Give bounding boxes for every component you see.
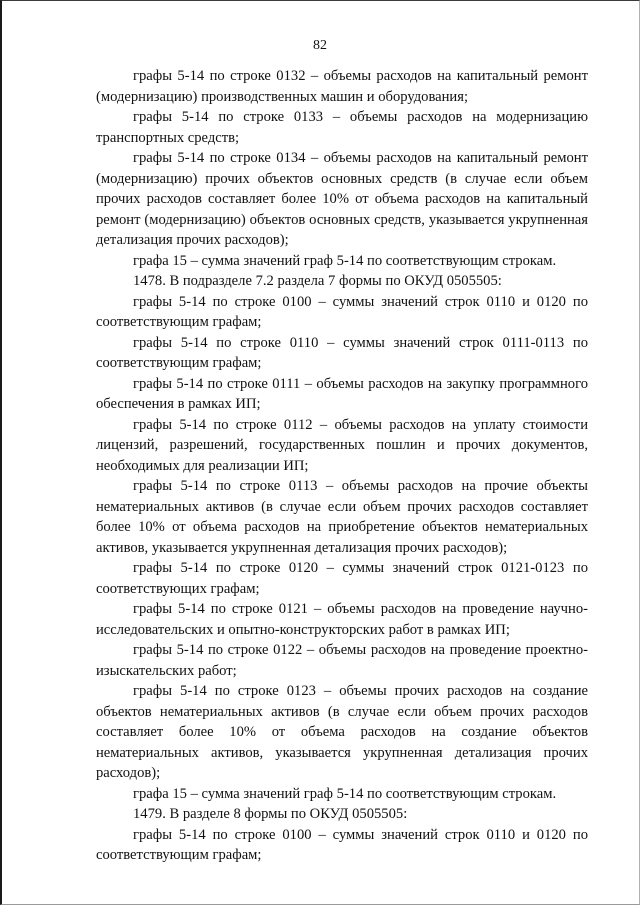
paragraph: графы 5-14 по строке 0132 – объемы расходов на капитальный ремонт (модернизацию) производственных машин и оборудования; — [96, 68, 588, 105]
paragraph: графы 5-14 по строке 0110 – суммы значений строк 0111-0113 по соответствующим графам; — [96, 334, 588, 371]
paragraph: графы 5-14 по строке 0112 – объемы расходов на уплату стоимости лицензий, разрешений, государственных пошлин и прочих документов, необходимых для реализации ИП; — [96, 416, 588, 474]
paragraph: графы 5-14 по строке 0121 – объемы расходов на проведение научно-исследовательских и опытно-конструкторских работ в рамках ИП; — [96, 601, 588, 638]
paragraph: графы 5-14 по строке 0111 – объемы расходов на закупку программного обеспечения в рамках ИП; — [96, 375, 588, 412]
paragraph: графы 5-14 по строке 0134 – объемы расходов на капитальный ремонт (модернизацию) прочих объектов основных средств (в случае если объем прочих расходов составляет более 10% от объема расходов на капитальный ремонт (модернизацию) объектов основных средств, указывается укрупненная детализация прочих расходов); — [96, 150, 588, 248]
page-number: 82 — [313, 38, 327, 53]
paragraph: графы 5-14 по строке 0100 – суммы значений строк 0110 и 0120 по соответствующим графам; — [96, 293, 588, 330]
paragraph: графа 15 – сумма значений граф 5-14 по соответствующим строкам. — [133, 252, 557, 269]
paragraph: графы 5-14 по строке 0100 – суммы значений строк 0110 и 0120 по соответствующим графам; — [96, 826, 588, 863]
paragraph: графы 5-14 по строке 0122 – объемы расходов на проведение проектно-изыскательских работ; — [96, 642, 588, 679]
section-heading-1478: 1478. В подразделе 7.2 раздела 7 формы по ОКУД 0505505: — [133, 273, 502, 289]
paragraph: графа 15 – сумма значений граф 5-14 по соответствующим строкам. — [133, 785, 557, 802]
paragraph: графы 5-14 по строке 0120 – суммы значений строк 0121-0123 по соответствующих графам; — [96, 560, 588, 597]
paragraph: графы 5-14 по строке 0113 – объемы расходов на прочие объекты нематериальных активов (в случае если объем прочих расходов составляет более 10% от объема расходов на приобретение объектов нематериальных активов, указывается укрупненная детализация прочих расходов); — [96, 478, 588, 556]
paragraph: графы 5-14 по строке 0123 – объемы прочих расходов на создание объектов нематериальных активов (в случае если объем прочих расходов составляет более 10% от объема расходов на создание объектов нематериальных активов, указывается укрупненная детализация прочих расходов); — [96, 683, 588, 781]
paragraph: графы 5-14 по строке 0133 – объемы расходов на модернизацию транспортных средств; — [96, 109, 588, 146]
section-heading-1479: 1479. В разделе 8 формы по ОКУД 0505505: — [133, 806, 408, 822]
document-body — [96, 66, 588, 866]
